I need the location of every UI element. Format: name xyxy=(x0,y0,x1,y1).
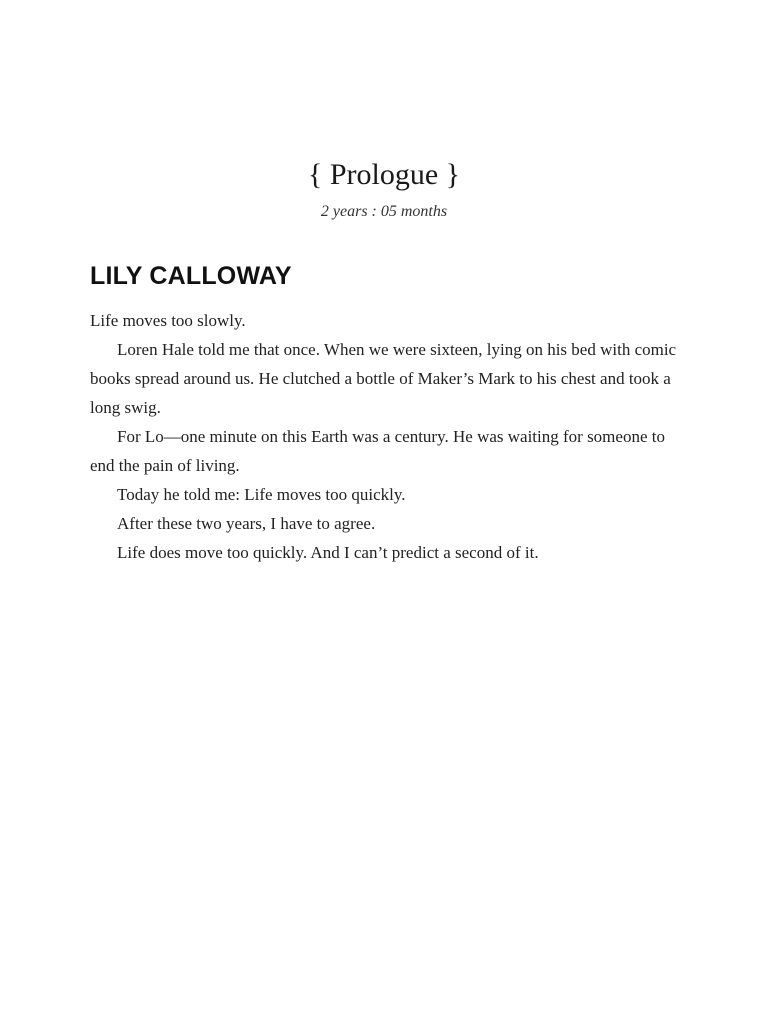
paragraph: Life does move too quickly. And I can’t predict a second of it. xyxy=(117,543,539,562)
paragraph: Loren Hale told me that once. When we were sixteen, lying on his bed with comic books spread around us. He clutched a bottle of Maker’s Mark to his chest and took a long swig. xyxy=(90,340,677,417)
chapter-title: { Prologue } xyxy=(307,158,461,191)
paragraph: Today he told me: Life moves too quickly. xyxy=(117,485,406,504)
body-text xyxy=(90,306,680,567)
chapter-subtitle: 2 years : 05 months xyxy=(320,203,448,220)
paragraph: After these two years, I have to agree. xyxy=(117,514,376,533)
paragraph: For Lo—one minute on this Earth was a century. He was waiting for someone to end the pain of living. xyxy=(90,427,665,475)
narrator-heading: LILY CALLOWAY xyxy=(90,262,292,290)
paragraph: Life moves too slowly. xyxy=(90,311,246,330)
